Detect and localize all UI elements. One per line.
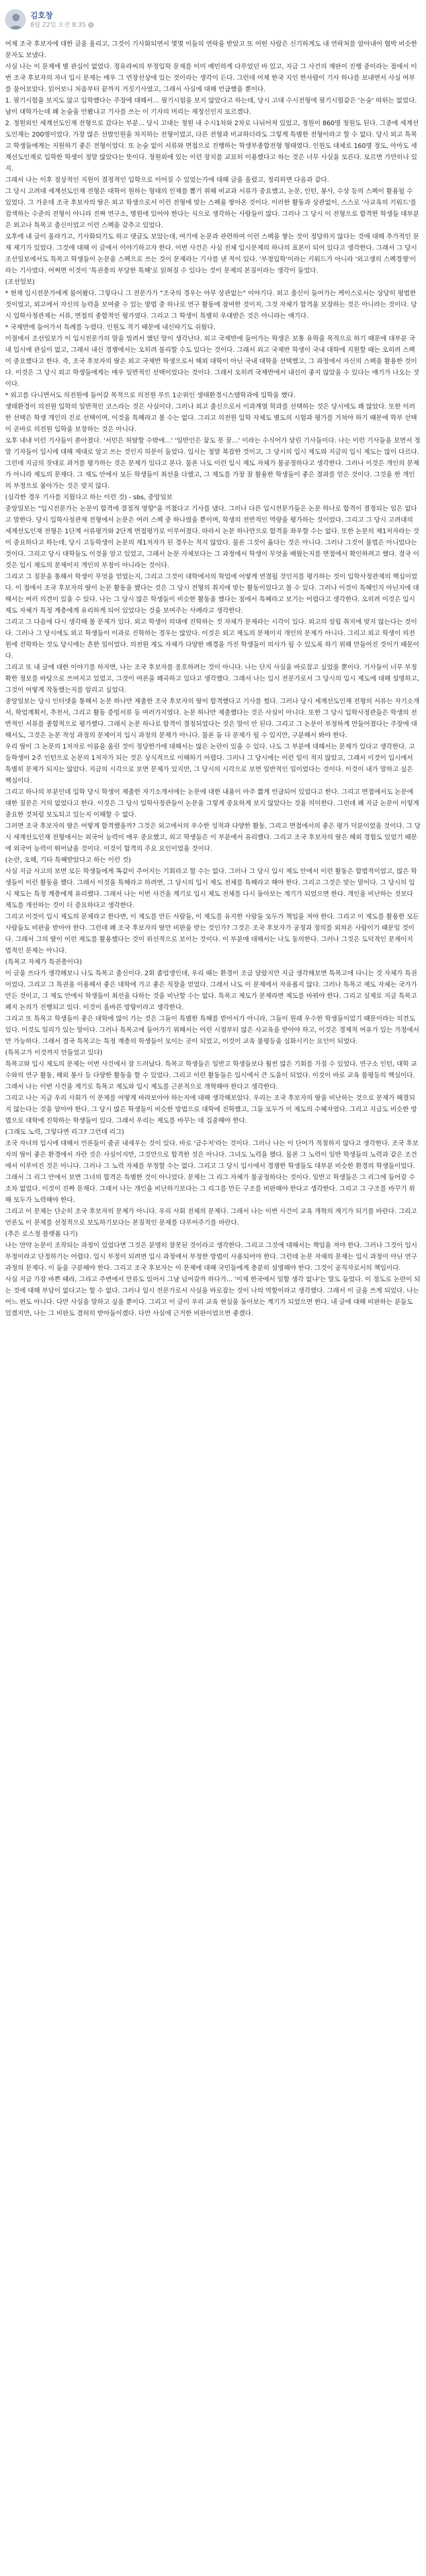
post-paragraph: 그리고 이것이 입시 제도의 문제라고 한다면, 이 제도를 만든 사람들, 이 제도를 유지한 사람들 모두가 책임을 져야 한다. 그리고 이 제도를 활용한 모든 사람들도 비판을 받아야 한다. 그런데 왜 조국 후보자의 딸만 비판을 받는 것인가? 그것은 조국 후보자가 공정과 정의를 외쳐온 사람이기 때문일 것이다. 그래서 그의 딸이 이런 제도를 활용했다는 것이 위선적으로 보이는 것이다. 이 부분에 대해서는 나도 동의한다. 그러나 그것은 도덕적인 문제이지 법적인 문제는 아니다.: [5, 912, 421, 954]
post-paragraph: 그 당시 고려대 세계선도인재 전형은 대학이 원하는 형태의 인재를 뽑기 위해 비교과 서류가 중요했고, 논문, 인턴, 봉사, 수상 등의 스펙이 활용될 수 있었다. 그 가운데 조국 후보자의 딸은 외고 학생으로서 이런 전형에 맞는 스펙을 쌓아온 것이다. 이러한 활동과 상관없이, 스스로 '사교육의 키워드'를 검색하는 수준의 전형이 아니라 진짜 연구소, 병원에 있어야 한다는 식으로 생각하는 사람들이 많다. 그러나 그 당시 이 전형으로 합격한 학생들 대부분은 외고나 특목고 출신이었고 이런 스펙을 갖추고 있었다.: [5, 187, 419, 229]
post-paragraph: 이 글을 쓰다가 생각해보니 나도 특목고 출신이다. 2회 졸업생인데, 우리 때는 환경이 조금 달랐지만 지금 생각해보면 특목고에 다니는 것 자체가 특권이었다. 그리고 그 특권을 이용해서 좋은 대학에 가고 좋은 직장을 얻었다. 그래서 나도 이 문제에서 자유롭지 않다. 그러나 특목고 제도 자체는 국가가 만든 것이고, 그 제도 안에서 학생들이 최선을 다하는 것을 비난할 수는 없다. 특목고 제도가 문제라면 제도를 바꿔야 한다. 그리고 실제로 지금 특목고 폐지 논의가 진행되고 있다. 이것이 올바른 방향이라고 생각한다.: [5, 969, 419, 1011]
author-name[interactable]: 김호창: [30, 10, 53, 20]
post-paragraph: 2. 정원외인 세계선도인재 전형으로 갔다는 부분... 당시 고대는 정원 내 수시1차와 2차로 나뉘어져 있었고, 정원이 860명 정원도 된다. 그중에 세계선도인재는 200명이었다. 가장 많은 선발인원을 차지하는 전형이었고, 다른 전형과 비교하더라도 그렇게 특별한 전형이라고 할 수 없다. 당시 외고 특목고 학생들에게는 지원하기 좋은 전형이었다. 또 논술 없이 서류와 면접으로 진행하는 학생부종합전형 형태였다. 인원도 대체로 160명 정도, 아마도 세계선도인재로 입학한 학생이 정말 많았다는 뜻이다. 정원외에 있는 이런 장치를 교묘히 이용했다고 하는 것은 너무 사실을 모른다. 모르면 가만히나 있지.: [5, 119, 419, 172]
post-paragraph: 1. 필기시험을 보지도 않고 입학했다는 주장에 대해서… 필기시험을 보지 않았다고 하는데, 당시 고대 수시전형에 필기시험같은 '논술' 따위는 없었다. 남이 대학가는데 왜 논술을 안봤냐고 기사를 쓰는 이 기자의 머리는 제정신인지 모르겠다.: [5, 96, 419, 115]
post-paragraph: 중앙일보는 당시 인터넷을 통해서 논문 하나만 제출한 조국 후보자의 딸이 합격했다고 기사를 썼다. 그러나 당시 세계선도인재 전형의 서류는 자기소개서, 학업계획서, 추천서, 그리고 활동 증빙서류 등 여러가지였다. 논문 하나만 제출했다는 것은 사실이 아니다. 또한 그 당시 입학사정관들은 학생의 전반적인 서류를 종합적으로 평가했다. 그래서 논문 하나로 합격이 결정되었다는 것은 말이 안 된다. 그리고 그 논문이 부정하게 만들어졌다는 주장에 대해서도, 그것은 논문 작성 과정의 문제이지 입시 과정의 문제가 아니다. 물론 둘 다 문제가 될 수 있지만, 구분해서 봐야 한다.: [5, 697, 420, 739]
avatar[interactable]: [5, 9, 26, 30]
post-header: [5, 6, 421, 33]
post-paragraph: * 국제반에 들어가서 특례를 누렸다. 인원도 적기 때문에 내신따기도 쉬웠다.: [5, 323, 216, 331]
post-paragraph: 어제 조국 후보자에 대한 글을 올리고, 그것이 기사화되면서 몇몇 이들의 연락을 받았고 또 어떤 사람은 신기하게도 내 연락처를 알아내어 협박 비슷한 문자도 보냈다.: [5, 40, 419, 59]
post-paragraph: (조선일보): [5, 278, 35, 285]
post-paragraph: (심각한 경우 기사를 지웠다고 하는 이런 것) - sbs, 중앙일보: [5, 493, 173, 501]
post-paragraph: 우리 딸이 그 논문의 1저자로 이름을 올린 것이 정당한가에 대해서는 많은 논란이 있을 수 있다. 나도 그 부분에 대해서는 문제가 있다고 생각한다. 고등학생이 2주 인턴으로 논문의 1저자가 되는 것은 상식적으로 이해하기 어렵다. 그러나 그 당시에는 이런 일이 적지 않았고, 그래서 이것이 입시에서 특별히 문제가 되지는 않았다. 지금의 시각으로 보면 문제가 있지만, 그 당시의 시각으로 보면 일반적인 일이었다는 것이다. 이것이 내가 말하고 싶은 핵심이다.: [5, 742, 415, 784]
post-meta: [30, 21, 94, 29]
post-paragraph: 오후 내내 이런 기사들이 쏟아졌다. '서민은 허탈할 수밖에…' '일반인은 꿈도 못 꿀…' 이라는 수식어가 달린 기사들이다. 나는 이런 기사들을 보면서 정말 기자들이 입시에 대해 제대로 알고 쓰는 것인지 의문이 들었다. 입시는 정말 복잡한 것이고, 그 당시의 입시 제도와 지금의 입시 제도는 많이 다르다. 그런데 지금의 잣대로 과거를 평가하는 것은 문제가 있다고 본다. 물론 나도 이런 입시 제도 자체가 불공정하다고 생각한다. 그러나 이것은 개인의 문제가 아니라 제도의 문제다. 그 제도 안에서 모든 학생들이 최선을 다했고, 그 제도를 가장 잘 활용한 학생들이 좋은 결과를 얻은 것이다. 그것을 한 개인의 부정으로 몰아가는 것은 맞지 않다.: [5, 436, 421, 489]
post-paragraph: (그래도 노력, 그렇다면 리그? 그런데 리그): [5, 1128, 124, 1136]
globe-icon: [88, 22, 94, 27]
post-paragraph: 그리고 그 질문을 통해서 학생이 무엇을 얻었는지, 그리고 그것이 대학에서의 학업에 어떻게 연결될 것인지를 평가하는 것이 입학사정관제의 핵심이었다. 이 점에서 조국 후보자의 딸이 논문 활동을 했다는 것은 그 당시 전형의 취지에 맞는 활동이었다고 볼 수 있다. 그러나 이것이 특혜인지 아닌지에 대해서는 여러 의견이 있을 수 있다. 나는 그 당시 많은 학생들이 비슷한 활동을 했다는 점에서 특혜라고 보기는 어렵다고 생각한다. 오히려 이것은 입시 제도 자체가 특정 계층에게 유리하게 되어 있었다는 것을 보여주는 사례라고 생각한다.: [5, 572, 419, 614]
post-date[interactable]: 8월 22일 오전 8:35: [30, 21, 86, 28]
post-paragraph: 그러면 조국 후보자의 딸은 어떻게 합격했을까? 그것은 외고에서의 우수한 성적과 다양한 활동, 그리고 면접에서의 좋은 평가 덕분이었을 것이다. 그 당시 세계선도인재 전형에서는 외국어 능력이 매우 중요했고, 외고 학생들은 이 부분에서 유리했다. 그리고 조국 후보자의 딸은 해외 경험도 있었기 때문에 외국어 능력이 뛰어났을 것이다. 이것이 합격의 주요 요인이었을 것이다.: [5, 822, 421, 852]
post-paragraph: 그래서 나는 이후 점상적인 지원이 결정적인 입학으로 이어질 수 있었는가에 대해 글을 올렸고, 정리하면 다음과 같다.: [5, 176, 329, 183]
post-paragraph: * 현재 입시전문가에게 물어봤다. 그렇다니 그 전문가가 "조국의 경우는 아무 상관없는" 이야기다. 외고 출신이 들어가는 케이스로서는 상당히 평범한 것이었고, 외고에서 자신의 능력을 보여줄 수 있는 방법 중 하나로 연구 활동에 참여한 것이지, 그것 자체가 합격을 보장하는 것은 아니라는 것이다. 당시 입학사정관제는 서류, 면접의 종합적인 평가였다. 그리고 그 학생이 특별히 우대받은 것은 아니라는 얘기다.: [5, 289, 418, 319]
post-paragraph: 그리고 또 특목고 학생들이 좋은 대학에 많이 가는 것은 그들이 특별한 특혜를 받아서가 아니라, 그들이 원래 우수한 학생들이었기 때문이라는 의견도 있다. 이것도 일리가 있는 말이다. 그러나 특목고에 들어가기 위해서는 어린 시절부터 많은 사교육을 받아야 하고, 이것은 경제적 여유가 있는 가정에서만 가능하다. 그래서 결국 특목고는 특정 계층의 학생들이 모이는 곳이 되었고, 이것이 교육 불평등을 심화시키는 요인이 되었다.: [5, 1014, 419, 1045]
post-paragraph: 사실 지금 사고의 보면 모든 학생들에게 똑같이 주어지는 기회라고 할 수는 없다. 그러나 그 당시 입시 제도 안에서 이런 활동은 합법적이었고, 많은 학생들이 이런 활동을 했다. 그래서 이것을 특혜라고 하려면, 그 당시의 입시 제도 전체를 특혜라고 해야 한다. 그리고 그것은 맞는 말이다. 그 당시의 입시 제도는 특정 계층에게 유리했다. 그래서 나는 이번 사건을 계기로 입시 제도 전체를 다시 돌아보는 계기가 되었으면 한다. 개인을 비난하는 것보다 제도를 개선하는 것이 더 중요하다고 생각한다.: [5, 867, 417, 909]
post-paragraph: 그리고 나는 지금 우리 사회가 이 문제를 어떻게 바라보아야 하는지에 대해 생각해보았다. 우리는 조국 후보자의 딸을 비난하는 것으로 문제가 해결되지 않는다는 것을 알아야 한다. 그 당시 많은 학생들이 비슷한 방법으로 대학에 진학했고, 그들 모두가 이 제도의 수혜자였다. 그리고 지금도 비슷한 방법으로 대학에 진학하는 학생들이 있다. 그래서 우리는 제도를 바꾸는 데 집중해야 한다.: [5, 1094, 417, 1124]
post-header-text: [30, 11, 94, 29]
post-paragraph: 사실 지금 가장 바쁜 때라, 그리고 주변에서 만류도 있어서 그냥 넘어갈까 하다가... '이제 한국에서 일할 생각 없냐'는 말도 들었다. 이 정도로 논란이 되는 것에 대해 부담이 없다고는 할 수 없다. 그러나 입시 전문가로서 사실을 바로잡는 것이 나의 역할이라고 생각했다. 그래서 이 글을 쓰게 되었다. 나는 어느 편도 아니다. 다만 사실을 말하고 싶을 뿐이다. 그리고 이 글이 우리 교육 현실을 돌아보는 계기가 되었으면 한다. 내 글에 대해 비판하는 분들도 있겠지만, 나는 그 비판도 겸허히 받아들이겠다. 다만 사실에 근거한 비판이었으면 좋겠다.: [5, 1275, 421, 1317]
post-paragraph: 생태환경이 의전원 입학의 일반적인 코스라는 것은 사실이다. 그러나 외고 출신으로서 이과계열 학과를 선택하는 것은 당시에도 꽤 많았다. 또한 이러한 선택은 학생 개인의 진로 선택이며, 이것을 특혜라고 볼 수는 없다. 그리고 의전원 입학 자체도 별도의 시험과 평가를 거쳐야 하기 때문에 학부 선택이 곧바로 의전원 입학을 보장하는 것은 아니다.: [5, 402, 417, 433]
post-paragraph: 오후에 내 글이 올라가고, 기사화되기도 하고 댓글도 보았는데, 여기에 논문과 관련하여 이런 스펙을 쌓는 것이 정당하지 않다는 것에 대해 추가적인 문제 제기가 있었다. 그것에 대해 이 글에서 이야기하고자 한다. 이번 사건은 사실 전체 입시문제의 하나의 표본이 되어 있다고 생각한다. 그래서 그 당시 조선일보에서도 특목고 학생들이 논문을 스펙으로 쓰는 것이 문제라는 기사를 낸 적이 있다. '부정입학'이라는 키워드가 아니라 '외고생의 스펙경쟁'이라는 기사였다. 어쩌면 이것이 '특권층의 부당한 특혜'로 읽혀질 수 있다는 것이 문제의 본질이라는 생각이 들었다.: [5, 232, 419, 274]
post-paragraph: 특목고와 입시 제도의 문제는 이번 사건에서 잘 드러났다. 특목고 학생들은 일반고 학생들보다 훨씬 많은 기회를 가질 수 있었다. 연구소 인턴, 대학 교수와의 연구 활동, 해외 봉사 등 다양한 활동을 할 수 있었다. 그리고 이런 활동들은 입시에서 큰 도움이 되었다. 이것이 바로 교육 불평등의 핵심이다. 그래서 나는 이번 사건을 계기로 특목고 제도와 입시 제도를 근본적으로 개혁해야 한다고 생각한다.: [5, 1060, 417, 1090]
post-paragraph: 이점에서 조선일보가 이 입시전문가의 말을 빌려서 했던 말이 생각난다. 외고 국제반에 들어가는 학생은 보통 유학을 목적으로 하기 때문에 대부분 국내 입시에 관심이 없고, 그래서 내신 경쟁에서는 오히려 불리할 수도 있다는 것이다. 그래서 외고 국제반 학생이 국내 대학에 지원할 때는 오히려 스펙이 중요했다고 한다. 즉, 조국 후보자의 딸은 외고 국제반 학생으로서 해외 대학이 아닌 국내 대학을 선택했고, 그 과정에서 자신의 스펙을 활용한 것이다. 이것은 그 당시 외고 학생들에게는 매우 일반적인 선택이었다는 것이다. 그래서 오히려 국제반에서 내신이 좋지 않았을 수 있다는 얘기가 나오는 것이다.: [5, 334, 419, 387]
avatar-photo-icon: [6, 10, 26, 30]
post-paragraph: 그리고 그 다음에 다시 생각해 볼 문제가 있다. 외고 학생이 의대에 진학하는 것 자체가 문제라는 시각이 있다. 외고의 설립 취지에 맞지 않는다는 것이다. 그러나 그 당시에도 외고 학생들이 이과로 진학하는 경우는 많았다. 이것은 외고 제도의 문제이지 개인의 문제가 아니다. 그리고 외고 학생이 의전원에 진학하는 것도 당시에는 흔한 일이었다. 의전원 제도 자체가 다양한 배경을 가진 학생들이 의사가 될 수 있도록 하기 위해 만들어진 것이기 때문이다.: [5, 618, 419, 659]
post-paragraph: 그리고 하나의 부분인데 입학 당시 학생이 제출한 자기소개서에는 논문에 대한 내용이 아주 짧게 언급되어 있었다고 한다. 그리고 면접에서도 논문에 대한 질문은 거의 없었다고 한다. 이것은 그 당시 입학사정관들이 논문을 그렇게 중요하게 보지 않았다는 것을 의미한다. 그런데 왜 지금 논문이 이렇게 중요한 것처럼 보도되고 있는지 이해할 수 없다.: [5, 788, 421, 818]
post-paragraph: 사실 나는 이 문제에 별 관심이 없었다. 정유라씨의 부정입학 문제를 이미 예민하게 다루었던 바 있고, 지금 그 사건의 재판이 진행 중이라는 점에서 이번 조국 후보자의 자녀 입시 문제는 매우 그 연장선상에 있는 것이라는 생각이 든다. 그런데 어제 한국 지인 한사람이 기사 하나를 보내면서 사실 여부를 물어보았다. 읽어보니 처음부터 끝까지 거짓기사였고, 그래서 사실에 대해 언급했을 뿐이다.: [5, 62, 417, 93]
post-paragraph: (특목고가 이것까지 만들었고 있다): [5, 1048, 103, 1056]
post-paragraph: (논란, 오해, 기타 특혜받았다고 하는 이런 것): [5, 856, 131, 863]
post-paragraph: 나는 만약 논문이 조작되는 과정이 있었다면 그것은 분명히 잘못된 것이라고 생각한다. 그리고 그것에 대해서는 책임을 져야 한다. 그러나 그것이 입시 부정이라고 단정하기는 어렵다. 입시 부정이 되려면 입시 과정에서 부정한 방법이 사용되어야 한다. 그런데 논문 자체의 문제는 입시 과정이 아닌 연구 과정의 문제다. 이 둘을 구분해야 한다. 그리고 조국 후보자는 이 문제에 대해 국민들에게 충분히 설명해야 한다. 그것이 공직자로서의 책임이다.: [5, 1241, 419, 1272]
post-paragraph: 그리고 이 문제는 단순히 조국 후보자의 문제가 아니다. 우리 사회 전체의 문제다. 그래서 나는 이번 사건이 교육 개혁의 계기가 되기를 바란다. 그리고 언론도 이 문제를 선정적으로 보도하기보다는 본질적인 문제를 다루어주기를 바란다.: [5, 1207, 419, 1226]
post-paragraph: 조국 자녀의 입시에 대해서 언론들이 줄곧 내세우는 것이 있다. 바로 '금수저'라는 것이다. 그러나 나는 이 단어가 적절하지 않다고 생각한다. 조국 후보자의 딸이 좋은 환경에서 자란 것은 사실이지만, 그것만으로 합격한 것은 아니다. 그녀도 노력을 했다. 물론 그 노력이 일반 학생들의 노력과 같은 조건에서 이루어진 것은 아니다. 그러나 그 노력 자체를 부정할 수는 없다. 그리고 그 당시 입시에서 경쟁한 학생들도 대부분 비슷한 환경의 학생들이었다. 그래서 그 리그 안에서 보면 그녀의 합격은 특별한 것이 아니었다. 문제는 그 리그 자체가 불공정하다는 것이다. 일반고 학생들은 그 리그에 들어갈 수조차 없었다. 이것이 진짜 문제다. 그래서 나는 개인을 비난하기보다는 그 리그를 만든 구조를 비판해야 한다고 생각한다. 그리고 그 구조를 바꾸기 위해 모두가 노력해야 한다.: [5, 1139, 419, 1204]
post-paragraph: 중앙일보는 "입시전문가는 논문이 합격에 결정적 영향"을 끼쳤다고 기사를 냈다. 그러나 다른 입시전문가들은 논문 하나로 합격이 결정되는 일은 없다고 말한다. 당시 입학사정관제 전형에서 논문은 여러 스펙 중 하나였을 뿐이며, 학생의 전반적인 역량을 평가하는 것이었다. 그리고 그 당시 고려대의 세계선도인재 전형은 1단계 서류평가와 2단계 면접평가로 이루어졌다. 따라서 논문 하나만으로 합격을 좌우할 수는 없다. 또한 논문의 제1저자라는 것이 중요하다고 하는데, 당시 고등학생이 논문의 제1저자가 된 경우는 적지 않았다. 물론 그것이 옳다는 것은 아니다. 그러나 그것이 불법은 아니었다는 것이다. 그리고 당시 대학들도 이것을 알고 있었고, 그래서 논문 자체보다는 그 과정에서 학생이 무엇을 배웠는지를 면접에서 확인하려고 했다. 결국 이것은 입시 제도의 문제이지 개인의 부정이 아니라는 것이다.: [5, 504, 419, 569]
post-body: [5, 38, 421, 1319]
post-paragraph: (특목고 자체가 특권층이다): [5, 958, 82, 965]
post-paragraph: * 외고를 다니면서도 의전원에 들어갈 목적으로 의전원 루트 1순위인 생태환경시스템학과에 입학을 했다.: [5, 391, 296, 399]
post-paragraph: (추은 로스정 플랫폼 다기): [5, 1230, 78, 1238]
post-paragraph: 그리고 또 내 글에 대한 이야기를 하자면, 나는 조국 후보자를 옹호하려는 것이 아니다. 나는 단지 사실을 바로잡고 싶었을 뿐이다. 기사들이 너무 부정확한 정보를 바탕으로 쓰여지고 있었고, 그것이 여론을 왜곡하고 있다고 생각했다. 그래서 나는 입시 전문가로서 그 당시의 입시 제도에 대해 설명하고, 그것이 어떻게 작동했는지를 알리고 싶었다.: [5, 663, 421, 693]
